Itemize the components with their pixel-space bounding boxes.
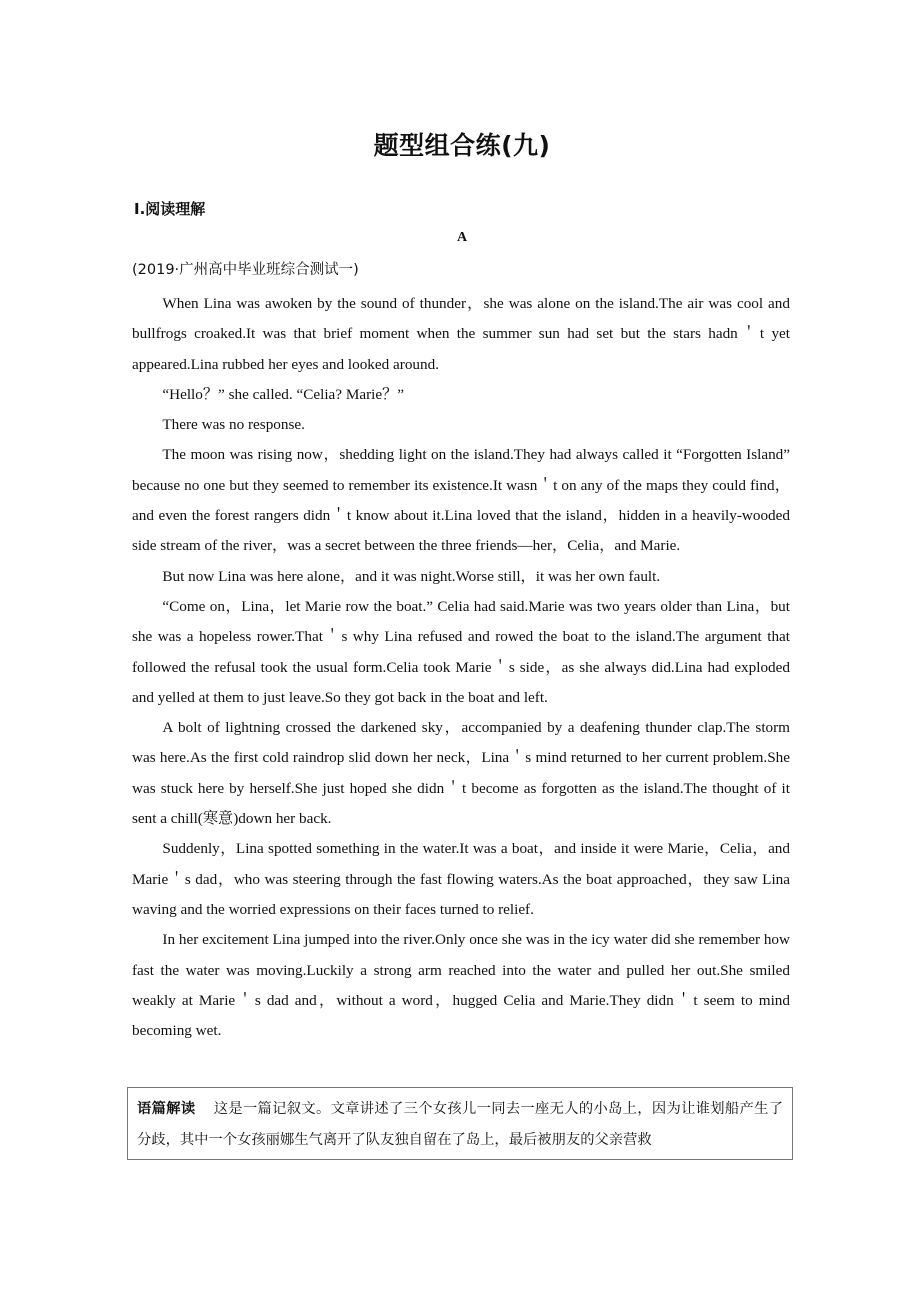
passage-letter-label: A — [456, 230, 468, 245]
passage-paragraph: But now Lina was here alone，and it was night.Worse still，it was her own fault. — [162, 567, 661, 585]
passage-paragraph: A bolt of lightning crossed the darkened sky，accompanied by a deafening thunder clap.The storm was here.As the first cold raindrop slid down her neck，Lina＇s mind returned to her current problem.She was stuck here by herself.She just hoped she didn＇t become as forgotten as the island.The thought of it sent a chill(寒意)down her back. — [132, 719, 790, 828]
page-title: 题型组合练(九) — [373, 131, 551, 160]
passage-paragraph: In her excitement Lina jumped into the river.Only once she was in the icy water did she remember how fast the water was moving.Luckily a strong arm reached into the water and pulled her out.She smiled weakly at Marie＇s dad and，without a word，hugged Celia and Marie.They didn＇t seem to mind becoming wet. — [132, 931, 790, 1040]
reading-passage — [132, 289, 790, 1046]
analysis-label: 语篇解读 — [137, 1101, 196, 1117]
passage-paragraph: “Come on，Lina，let Marie row the boat.” Celia had said.Marie was two years older than Lina，but she was a hopeless rower.That＇s why Lina refused and rowed the boat to the island.The argument that followed the refusal took the usual form.Celia took Marie＇s side，as she always did.Lina had exploded and yelled at them to just leave.So they got back in the boat and left. — [132, 597, 790, 706]
passage-paragraph: The moon was rising now，shedding light on the island.They had always called it “Forgotten Island” because no one but they seemed to remember its existence.It wasn＇t on any of the maps they could find，and even the forest rangers didn＇t know about it.Lina loved that the island，hidden in a heavily-wooded side stream of the river，was a secret between the three friends—her，Celia，and Marie. — [132, 446, 790, 555]
passage-paragraph: “Hello？” she called. “Celia? Marie？” — [162, 385, 405, 403]
passage-paragraph: Suddenly，Lina spotted something in the water.It was a boat，and inside it were Marie，Celia，and Marie＇s dad，who was steering through the fast flowing waters.As the boat approached，they saw Lina waving and the worried expressions on their faces turned to relief. — [132, 840, 790, 918]
section-heading-reading-comprehension: Ⅰ.阅读理解 — [134, 200, 206, 218]
passage-paragraph: When Lina was awoken by the sound of thunder，she was alone on the island.The air was cool and bullfrogs croaked.It was that brief moment when the summer sun had set but the stars hadn＇t yet appeared.Lina rubbed her eyes and looked around. — [132, 295, 790, 373]
passage-source-line: (2019·广州高中毕业班综合测试一) — [132, 262, 359, 278]
analysis-text: 这是一篇记叙文。文章讲述了三个女孩儿一同去一座无人的小岛上，因为让谁划船产生了分歧，其中一个女孩丽娜生气离开了队友独自留在了岛上，最后被朋友的父亲营救 — [137, 1101, 783, 1148]
passage-analysis-box — [127, 1087, 793, 1160]
passage-paragraph: There was no response. — [162, 416, 305, 434]
